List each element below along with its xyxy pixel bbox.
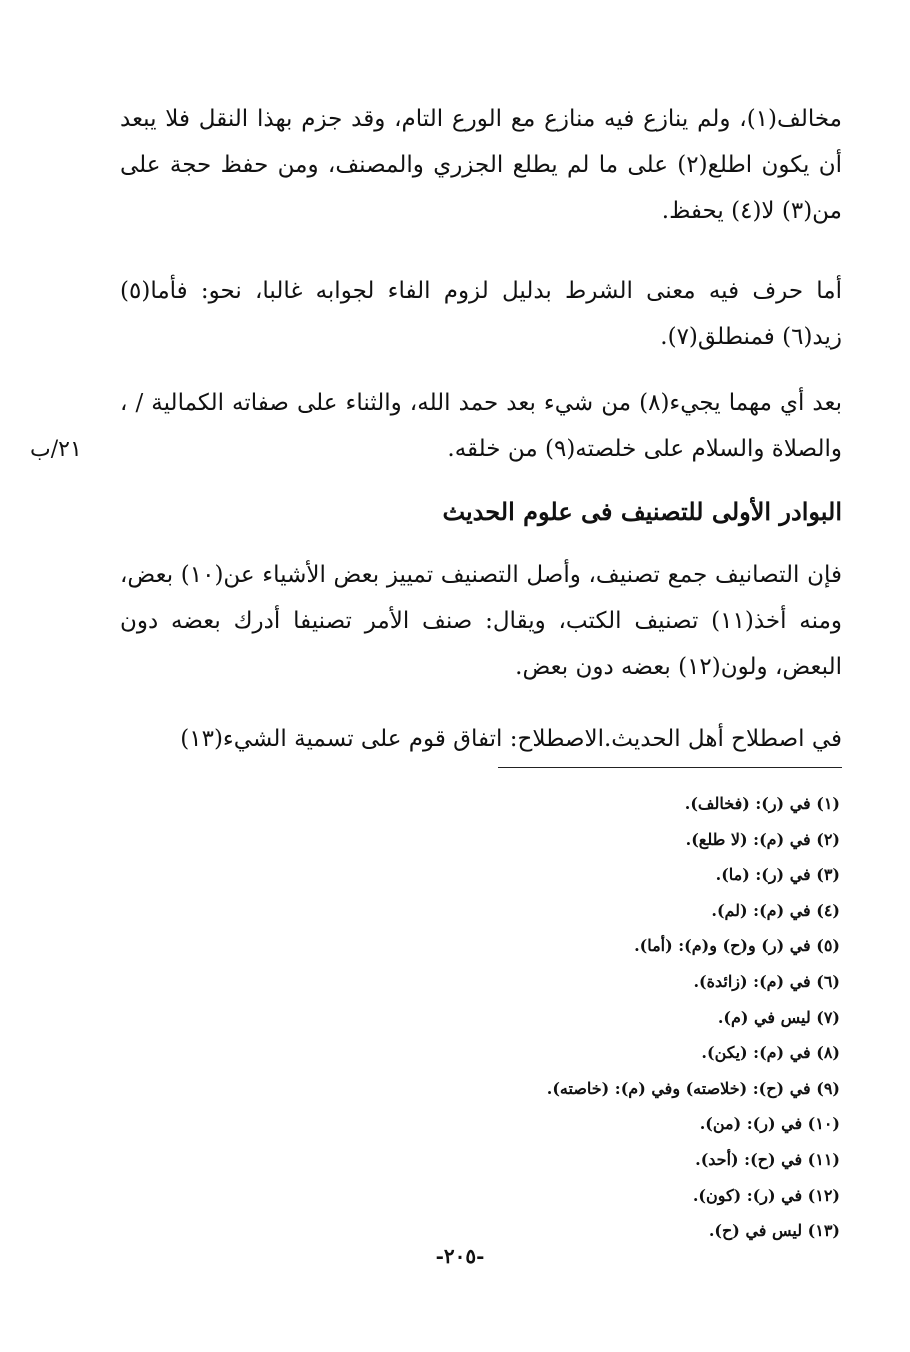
footnote-13: (١٣) ليس في (ح).: [708, 1221, 840, 1241]
footnote-6: (٦) في (م): (زائدة).: [693, 971, 840, 991]
paragraph-3: [120, 380, 842, 472]
footnote-8: (٨) في (م): (يكن).: [701, 1043, 840, 1063]
paragraph-2-text: أما حرف فيه معنى الشرط بدليل لزوم الفاء لجوابه غالبا، نحو: فأما(٥) زيد(٦) فمنطلق(٧).: [120, 278, 842, 350]
paragraph-5-text: في اصطلاح أهل الحديث.الاصطلاح: اتفاق قوم على تسمية الشيء(١٣): [180, 726, 842, 752]
footnote-12: (١٢) في (ر): (كون).: [692, 1185, 840, 1205]
paragraph-1-text: مخالف(١)، ولم ينازع فيه منازع مع الورع التام، وقد جزم بهذا النقل فلا يبعد أن يكون اطلع(٢) على ما لم يطلع الجزري والمصنف، ومن حفظ حجة على من(٣) لا(٤) يحفظ.: [120, 106, 842, 224]
paragraph-5: [120, 716, 842, 762]
paragraph-2: [120, 268, 842, 360]
section-heading: البوادر الأولى للتصنيف فى علوم الحديث: [442, 497, 842, 526]
footnote-2: (٢) في (م): (لا طلع).: [685, 829, 840, 849]
footnote-7: (٧) ليس في (م).: [717, 1007, 840, 1027]
footnote-3: (٣) في (ر): (ما).: [715, 865, 840, 885]
paragraph-1: [120, 96, 842, 234]
page-number: -٢٠٥-: [435, 1244, 485, 1268]
paragraph-4: [120, 552, 842, 690]
footnote-1: (١) في (ر): (فخالف).: [684, 794, 840, 813]
footnote-5: (٥) في (ر) و(ح) و(م): (أما).: [634, 936, 840, 956]
footnote-11: (١١) في (ح): (أحد).: [695, 1149, 840, 1169]
footnote-4: (٤) في (م): (لم).: [711, 900, 840, 920]
folio-margin-note: ٢١/ب: [30, 437, 82, 462]
footnote-9: (٩) في (ح): (خلاصته) وفي (م): (خاصته).: [546, 1078, 840, 1098]
footnotes-list: [300, 786, 840, 1249]
footnote-10: (١٠) في (ر): (من).: [699, 1114, 840, 1134]
paragraph-4-text: فإن التصانيف جمع تصنيف، وأصل التصنيف تمييز بعض الأشياء عن(١٠) بعض، ومنه أخذ(١١) تصنيف الكتب، ويقال: صنف الأمر تصنيفا أدرك بعضه دون البعض، ولون(١٢) بعضه دون بعض.: [120, 562, 842, 680]
paragraph-3-text: بعد أي مهما يجيء(٨) من شيء بعد حمد الله، والثناء على صفاته الكمالية / ، والصلاة والسلام على خلصته(٩) من خلقه.: [120, 390, 842, 462]
footnote-separator: [498, 767, 842, 768]
